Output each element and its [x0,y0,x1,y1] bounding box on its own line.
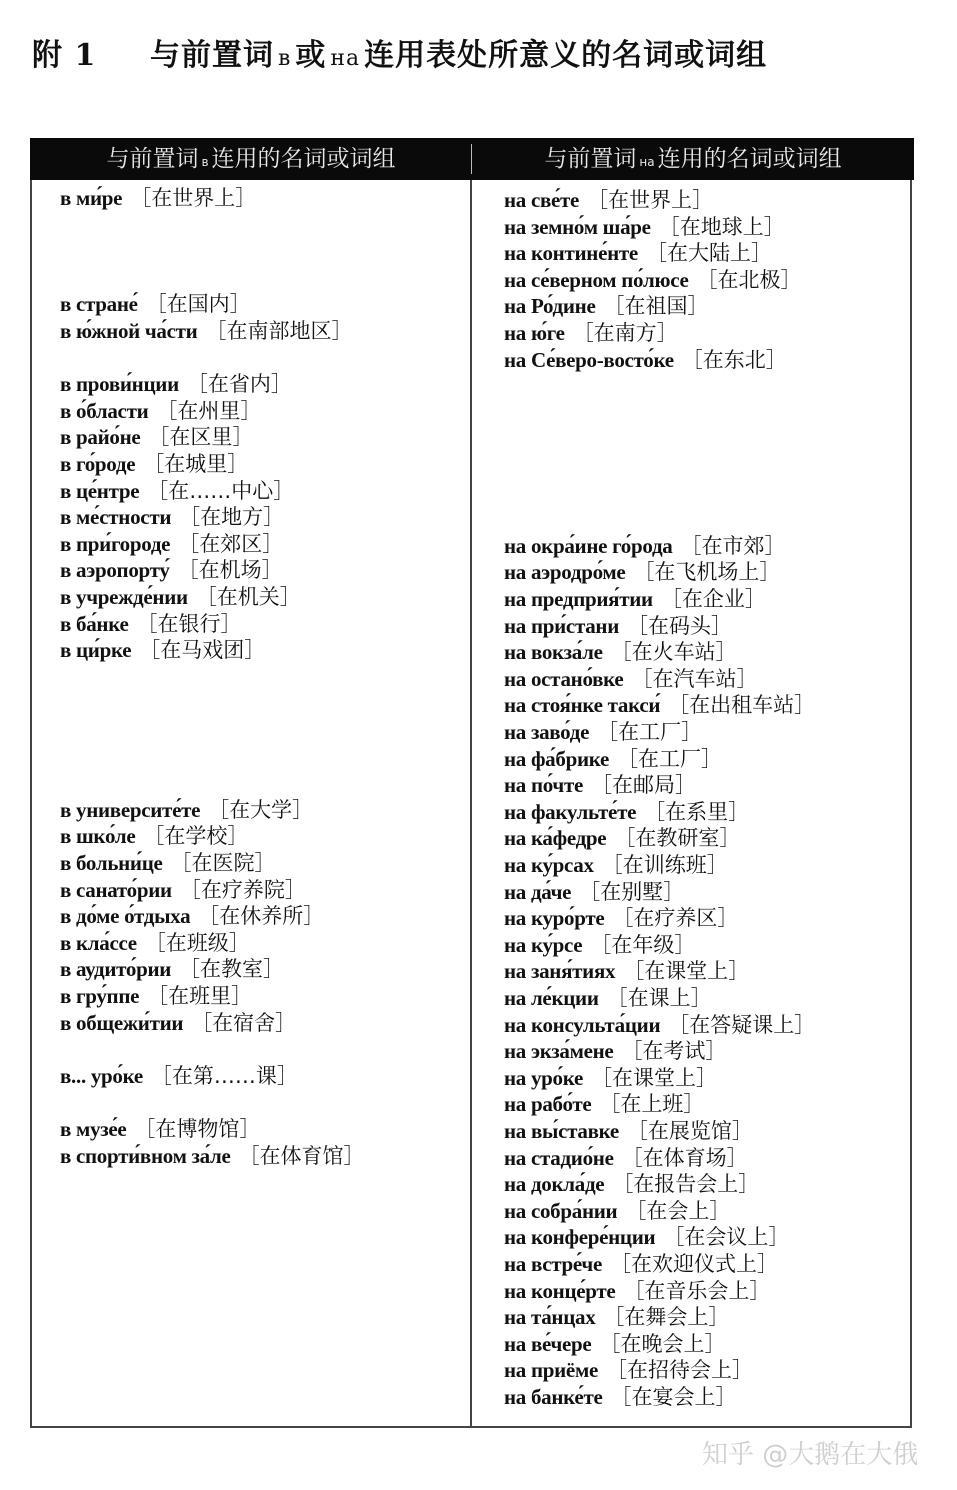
russian-phrase: в о́бласти [60,398,149,423]
chinese-translation: ［在音乐会上］ [623,1278,771,1303]
page-title: 附 1 与前置词 в 或 на 连用表处所意义的名词或词组 [32,30,767,74]
list-item [504,1224,789,1250]
russian-phrase: на вы́ставке [504,1119,619,1143]
russian-phrase: в ба́нке [60,611,129,636]
list-item [504,1198,730,1224]
chinese-translation: ［在汽车站］ [631,666,758,691]
russian-phrase: в ми́ре [60,186,123,210]
chinese-translation: ［在世界上］ [130,186,257,210]
russian-phrase: в больни́це [60,851,163,875]
chinese-translation: ［在企业］ [660,587,766,611]
chinese-translation: ［在教室］ [179,957,285,982]
chinese-translation: ［在晚会上］ [599,1331,726,1356]
list-item [504,985,712,1011]
chinese-translation: ［在出租车站］ [668,693,816,718]
list-item [60,1010,296,1036]
chinese-translation: ［在南部地区］ [205,319,353,343]
russian-phrase: на све́те [504,188,580,212]
russian-phrase: на окра́ине го́рода [504,533,673,558]
list-item [504,1331,725,1357]
list-item [60,823,248,849]
chinese-translation: ［在火车站］ [610,640,737,665]
watermark: 知乎 @大鹅在大俄 [702,1440,919,1470]
list-item [504,267,802,293]
russian-phrase: на уро́ке [504,1065,584,1090]
russian-phrase: на ле́кции [504,986,599,1010]
russian-phrase: на да́че [504,879,572,904]
chinese-translation: ［在博物馆］ [134,1117,261,1141]
russian-phrase: на фа́брике [504,746,610,771]
chinese-translation: ［在学校］ [143,824,249,849]
chinese-translation: ［在省内］ [186,372,292,397]
chinese-translation: ［在东北］ [681,347,787,372]
list-item [504,958,749,984]
russian-phrase: в ю́жной ча́сти [60,319,198,343]
list-item [504,879,684,905]
chinese-translation: ［在报告会上］ [612,1172,760,1197]
list-item [60,451,248,477]
russian-phrase: на конфере́нции [504,1225,656,1250]
chinese-translation: ［在地方］ [179,505,285,530]
list-item [504,1278,770,1304]
russian-phrase: на банке́те [504,1385,603,1409]
chinese-translation: ［在年级］ [590,932,696,957]
chinese-translation: ［在工厂］ [617,746,723,771]
russian-phrase: на ка́федре [504,826,607,851]
chinese-translation: ［在北极］ [696,267,802,292]
russian-phrase: в при́городе [60,531,171,556]
russian-phrase: в аудито́рии [60,957,172,982]
russian-phrase: на ку́рсе [504,932,583,957]
list-item [504,1171,759,1197]
russian-phrase: на вокза́ле [504,640,603,665]
russian-phrase: в ци́рке [60,638,132,663]
chinese-translation: ［在第……课］ [150,1063,298,1088]
list-item [60,584,301,610]
list-item [60,478,294,504]
russian-phrase: на встре́че [504,1252,602,1276]
russian-phrase: в це́нтре [60,478,140,503]
russian-phrase: на рабо́те [504,1092,592,1117]
chinese-translation: ［在系里］ [644,799,750,824]
list-item [60,291,251,317]
list-item [504,852,728,878]
chinese-translation: ［在欢迎仪式上］ [609,1252,778,1276]
chinese-translation: ［在会议上］ [663,1225,790,1250]
header-na-column: 与前置词 на 连用的名词或词组 [544,146,842,172]
russian-phrase: в спорти́вном за́ле [60,1143,231,1168]
list-item [504,772,696,798]
list-item [504,932,695,958]
russian-phrase: в санато́рии [60,877,172,902]
list-item [504,692,815,718]
chinese-translation: ［在宴会上］ [610,1385,737,1409]
russian-phrase: на се́верном по́люсе [504,267,689,292]
chinese-translation: ［在国内］ [145,292,251,317]
russian-phrase: в аэропорту́ [60,558,170,583]
russian-phrase: в го́роде [60,452,136,476]
russian-phrase: в райо́не [60,425,141,450]
russian-phrase: на куро́рте [504,906,605,931]
list-item [504,1304,729,1330]
list-item [504,320,678,346]
list-item [60,185,256,211]
russian-phrase: на стадио́не [504,1145,614,1170]
chinese-translation: ［在大学］ [208,797,314,822]
russian-phrase: на ю́ге [504,321,565,345]
russian-phrase: на при́стани [504,613,620,638]
russian-phrase: на земно́м ша́ре [504,214,651,239]
russian-phrase: на Се́веро-восто́ке [504,347,674,372]
chinese-translation: ［在体育馆］ [238,1143,365,1168]
list-item [504,719,702,745]
chinese-translation: ［在舞会上］ [603,1305,730,1330]
russian-phrase: в университе́те [60,797,201,822]
list-item [504,1012,815,1038]
list-item [504,1357,753,1383]
list-item [504,559,780,585]
chinese-translation: ［在医院］ [170,851,276,875]
appendix-number: 附 1 [32,38,97,73]
list-item [504,666,757,692]
russian-phrase: на ве́чере [504,1331,592,1356]
russian-phrase: в шко́ле [60,824,136,849]
list-item [504,1065,717,1091]
chinese-translation: ［在疗养院］ [179,877,306,902]
russian-phrase: на та́нцах [504,1305,596,1330]
chinese-translation: ［在课堂上］ [591,1065,718,1090]
list-item [504,746,722,772]
list-item [60,877,306,903]
list-item [504,347,787,373]
chinese-translation: ［在祖国］ [603,294,709,319]
russian-phrase: в кла́ссе [60,930,137,955]
russian-phrase: на стоя́нке такси́ [504,693,661,718]
list-item [504,187,713,213]
chinese-translation: ［在城里］ [143,452,249,476]
list-item [504,1251,778,1277]
russian-phrase: в музе́е [60,1117,127,1141]
chinese-translation: ［在马戏团］ [139,638,266,663]
russian-phrase: в гру́ппе [60,984,140,1008]
chinese-translation: ［在课堂上］ [623,959,750,984]
list-item [60,1063,298,1089]
chinese-translation: ［在飞机场上］ [633,560,781,585]
russian-phrase: на докла́де [504,1172,605,1197]
list-item [60,557,283,583]
russian-phrase: на приёме [504,1358,598,1383]
table-header [30,138,914,180]
chinese-translation: ［在上班］ [599,1092,705,1117]
list-item [504,1091,704,1117]
chinese-translation: ［在答疑课上］ [668,1012,816,1037]
list-item [504,1145,748,1171]
russian-phrase: на факульте́те [504,799,637,824]
chinese-translation: ［在招待会上］ [605,1358,753,1383]
chinese-translation: ［在教研室］ [614,826,741,851]
list-item [504,613,732,639]
chinese-translation: ［在展览馆］ [626,1119,753,1143]
list-item [504,293,709,319]
russian-phrase: на конце́рте [504,1278,616,1303]
chinese-translation: ［在南方］ [572,321,678,345]
list-item [60,504,284,530]
russian-phrase: на Ро́дине [504,294,596,319]
list-item [504,1118,753,1144]
chinese-translation: ［在……中心］ [147,478,295,503]
russian-phrase: на по́чте [504,773,583,798]
chinese-translation: ［在休养所］ [198,904,325,929]
list-item [504,586,766,612]
list-item [60,850,276,876]
column-divider [470,180,472,1426]
list-item [504,799,749,825]
chinese-translation: ［在考试］ [621,1039,727,1064]
chinese-translation: ［在工厂］ [597,720,703,744]
list-item [504,1038,726,1064]
russian-phrase: в... уро́ке [60,1063,143,1088]
russian-phrase: на собра́нии [504,1198,618,1223]
russian-phrase: на контине́нте [504,241,638,266]
chinese-translation: ［在机场］ [177,558,283,583]
chinese-translation: ［在码头］ [627,613,733,638]
list-item [504,1384,736,1410]
list-item [60,797,313,823]
list-item [60,903,324,929]
list-item [60,1143,365,1169]
chinese-translation: ［在州里］ [156,398,262,423]
russian-phrase: на заво́де [504,720,590,744]
list-item [504,825,740,851]
list-item [60,956,284,982]
list-item [60,930,250,956]
chinese-translation: ［在地球上］ [658,214,785,239]
list-item [504,533,786,559]
russian-phrase: на экза́мене [504,1039,614,1064]
list-item [60,398,261,424]
chinese-translation: ［在宿舍］ [191,1010,297,1035]
russian-phrase: на аэродро́ме [504,560,626,585]
chinese-translation: ［在体育场］ [621,1145,748,1170]
list-item [60,371,292,397]
russian-phrase: на ку́рсах [504,853,594,877]
list-item [60,424,253,450]
chinese-translation: ［在疗养区］ [612,906,739,931]
chinese-translation: ［在大陆上］ [645,241,772,266]
russian-phrase: в до́ме о́тдыха [60,904,191,929]
chinese-translation: ［在区里］ [148,425,254,450]
russian-phrase: на остано́вке [504,666,624,691]
list-item [504,639,737,665]
vocabulary-table [30,138,912,1428]
russian-phrase: в ме́стности [60,505,172,530]
list-item [60,531,283,557]
chinese-translation: ［在班级］ [144,930,250,955]
russian-phrase: на заня́тиях [504,959,616,984]
list-item [60,1116,260,1142]
chinese-translation: ［在机关］ [195,585,301,609]
russian-phrase: в учрежде́нии [60,585,188,609]
russian-phrase: на предприя́тии [504,587,653,611]
header-v-column: 与前置词 в 连用的名词或词组 [106,146,396,172]
list-item [60,318,352,344]
list-item [504,240,772,266]
russian-phrase: в стране́ [60,292,138,317]
russian-phrase: в общежи́тии [60,1010,184,1035]
chinese-translation: ［在郊区］ [178,531,284,556]
list-item [60,611,242,637]
chinese-translation: ［在课上］ [606,986,712,1010]
list-item [60,983,252,1009]
chinese-translation: ［在邮局］ [591,773,696,798]
list-item [60,637,265,663]
list-item [504,214,785,240]
chinese-translation: ［在班里］ [147,984,253,1008]
list-item [504,905,738,931]
chinese-translation: ［在世界上］ [587,188,714,212]
chinese-translation: ［在训练班］ [601,853,728,877]
chinese-translation: ［在银行］ [136,611,242,636]
chinese-translation: ［在别墅］ [579,879,685,904]
russian-phrase: в прови́нции [60,372,179,397]
chinese-translation: ［在会上］ [625,1198,731,1223]
russian-phrase: на консульта́ции [504,1012,661,1037]
chinese-translation: ［在市郊］ [680,533,786,558]
